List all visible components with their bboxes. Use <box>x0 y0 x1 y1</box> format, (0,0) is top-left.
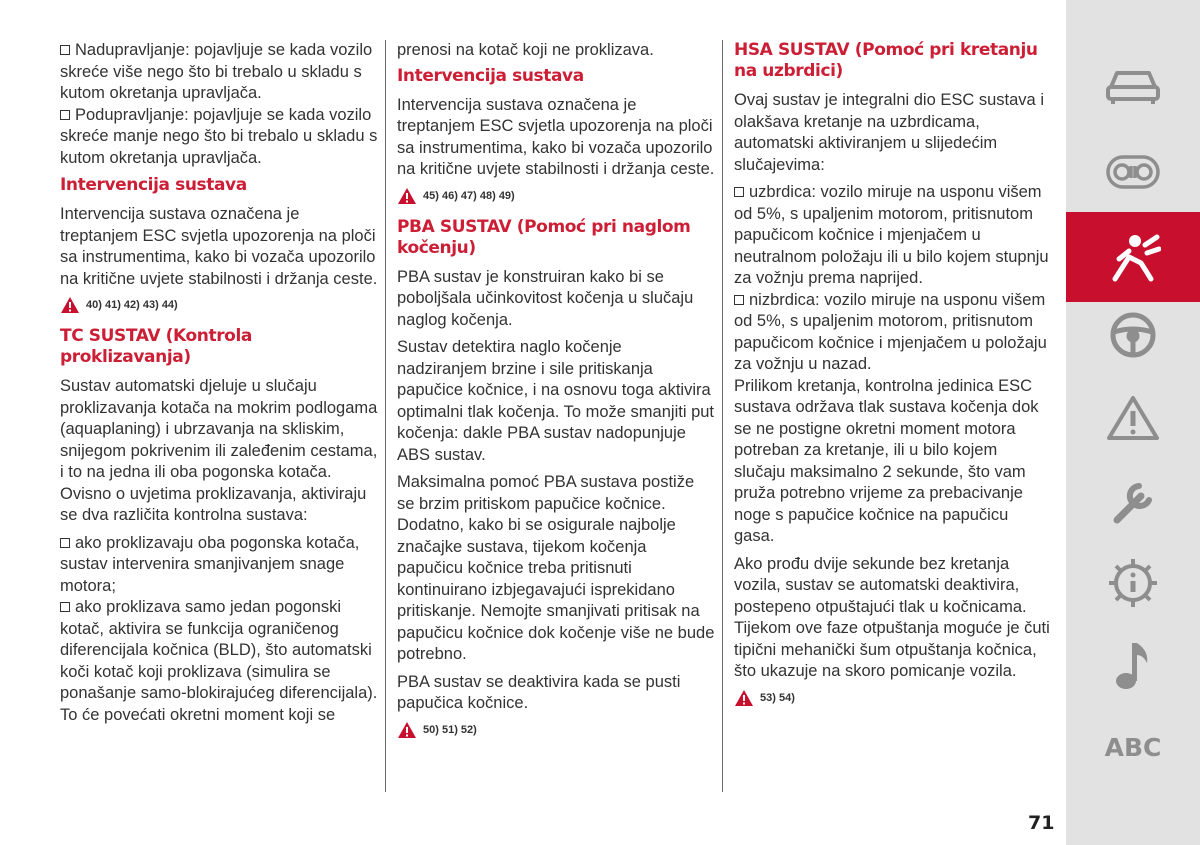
section-heading: TC SUSTAV (Kontrola proklizavanja) <box>60 326 252 367</box>
paragraph: Intervencija sustava označena je treptanjem ESC svjetla upozorenja na ploči sa instrumentima, kako bi vozača upozorilo na kritične uvjete stabilnosti i držanja ceste. <box>397 95 715 178</box>
chapter-sidebar <box>1066 0 1200 845</box>
column-1 <box>60 40 378 732</box>
warning-reference: 45) 46) 47) 48) 49) <box>397 187 715 205</box>
paragraph: Sustav automatski djeluje u slučaju proklizavanja kotača na mokrim podlogama (aquaplaning) i ubrzavanja na skliskim, snijegom pokrivenim ili zaleđenim cestama, i to na jedna ili oba pogonska kotača. Ovisno o uvjetima proklizavanja, aktiviraju se dva različita kontrolna sustava: <box>60 377 378 524</box>
steering-wheel-icon <box>1108 310 1158 360</box>
column-divider-1 <box>385 40 386 792</box>
section-heading: PBA SUSTAV (Pomoć pri naglom kočenju) <box>397 216 691 258</box>
airbag-passenger-icon <box>1105 231 1161 283</box>
warning-triangle-icon <box>397 721 417 739</box>
sidebar-item-maintenance[interactable] <box>1066 457 1200 547</box>
section-heading: Intervencija sustava <box>397 65 584 86</box>
page-number: 71 <box>1028 812 1055 834</box>
list-item: ako proklizava samo jedan pogonski kotač, aktivira se funkcija ograničenog diferencijala kočnica (BLD), što automatski koči kotač koji proklizava (simulira se ponašanje samo-blokirajućeg diferencijala). To će povećati okretni moment koji se <box>60 598 378 724</box>
warning-reference: 53) 54) <box>734 689 1052 707</box>
wrench-icon <box>1107 476 1159 528</box>
sidebar-item-warnings[interactable] <box>1066 373 1200 463</box>
dashboard-icon <box>1105 152 1161 192</box>
sidebar-item-car[interactable] <box>1066 42 1200 132</box>
column-divider-2 <box>722 40 723 792</box>
checkbox-bullet-icon <box>734 187 744 197</box>
list-item: ako proklizavaju oba pogonska kotača, sustav intervenira smanjivanjem snage motora; <box>60 533 360 595</box>
sidebar-item-safety[interactable] <box>1066 212 1200 302</box>
sidebar-item-dashboard[interactable] <box>1066 127 1200 217</box>
section-heading: Intervencija sustava <box>60 175 247 195</box>
column-2 <box>397 40 715 751</box>
warning-reference: 50) 51) 52) <box>397 721 715 739</box>
info-gear-icon <box>1106 556 1160 610</box>
paragraph: PBA sustav se deaktivira kada se pusti papučica kočnice. <box>397 672 681 712</box>
list-item: Nadupravljanje: pojavljuje se kada vozilo skreće više nego što bi trebalo u skladu s kutom okretanja upravljača. <box>60 41 373 102</box>
list-item: uzbrdica: vozilo miruje na usponu višem od 5%, s upaljenim motorom, pritisnutom papučicom kočnice i mjenjačem u neutralnom položaju ili u bilo kojem stupnju za vožnju prema naprijed. <box>734 183 1049 287</box>
checkbox-bullet-icon <box>60 538 70 548</box>
warning-triangle-icon <box>1106 394 1160 442</box>
checkbox-bullet-icon <box>734 295 744 305</box>
paragraph: Prilikom kretanja, kontrolna jedinica ESC sustava održava tlak sustava kočenja dok se ne postigne okretni moment motora potreban za kretanje, ili u bilo kojem slučaju maksimalno 2 sekunde, što vam pruža potrebno vrijeme za prebacivanje noge s papučice kočnice na papučicu gasa. <box>734 376 1039 545</box>
paragraph: Sustav detektira naglo kočenje nadziranjem brzine i sile pritiskanja papučice kočnice, i na osnovu toga aktivira optimalni tlak kočenja. To može smanjiti put kočenja: dakle PBA sustav nadopunjuje ABS sustav. <box>397 338 715 464</box>
sidebar-item-multimedia[interactable] <box>1066 620 1200 710</box>
sidebar-item-driving[interactable] <box>1066 290 1200 380</box>
list-item: nizbrdica: vozilo miruje na usponu višem od 5%, s upaljenim motorom, pritisnutom papučicom kočnice i mjenjačem u položaju za vožnju u nazad. <box>734 290 1047 373</box>
paragraph: Ako prođu dvije sekunde bez kretanja vozila, sustav se automatski deaktivira, postepeno otpuštajući tlak u kočnicama. Tijekom ove faze otpuštanja moguće je čuti tipični mehanički šum otpuštanja kočnica, što ukazuje na skoro pomicanje vozila. <box>734 554 1050 680</box>
car-icon <box>1105 67 1161 107</box>
warning-triangle-icon <box>397 187 417 205</box>
section-heading: HSA SUSTAV (Pomoć pri kretanju na uzbrdici) <box>734 40 1038 81</box>
sidebar-item-technical-data[interactable] <box>1066 538 1200 628</box>
paragraph: Maksimalna pomoć PBA sustava postiže se brzim pritiskom papučice kočnice. Dodatno, kako bi se osigurale najbolje značajke sustava, tijekom kočenja papučicu kočnice treba pritisnuti kontinuirano izbjegavajući isprekidano pritiskanje. Nemojte smanjivati pritisak na papučicu kočnice dok kočenje više ne bude potrebno. <box>397 473 715 663</box>
music-note-icon <box>1113 639 1153 691</box>
paragraph: Intervencija sustava označena je treptanjem ESC svjetla upozorenja na ploči sa instrumentima, kako bi vozača upozorilo na kritične uvjete stabilnosti i držanja ceste. <box>60 205 378 288</box>
warning-reference: 40) 41) 42) 43) 44) <box>60 296 378 314</box>
index-abc-label: ABC <box>1104 732 1162 762</box>
checkbox-bullet-icon <box>60 45 70 55</box>
column-3 <box>734 40 1052 719</box>
paragraph: PBA sustav je konstruiran kako bi se poboljšala učinkovitost kočenja u slučaju naglog kočenja. <box>397 267 694 329</box>
warning-triangle-icon <box>734 689 754 707</box>
checkbox-bullet-icon <box>60 110 70 120</box>
list-item: Podupravljanje: pojavljuje se kada vozilo skreće manje nego što bi trebalo u skladu s kutom okretanja upravljača. <box>60 105 378 167</box>
sidebar-item-index[interactable] <box>1066 702 1200 792</box>
warning-triangle-icon <box>60 296 80 314</box>
paragraph: prenosi na kotač koji ne proklizava. <box>397 41 654 59</box>
checkbox-bullet-icon <box>60 602 70 612</box>
paragraph: Ovaj sustav je integralni dio ESC sustava i olakšava kretanje na uzbrdicama, automatski aktiviranjem u slijedećim slučajevima: <box>734 91 1044 174</box>
